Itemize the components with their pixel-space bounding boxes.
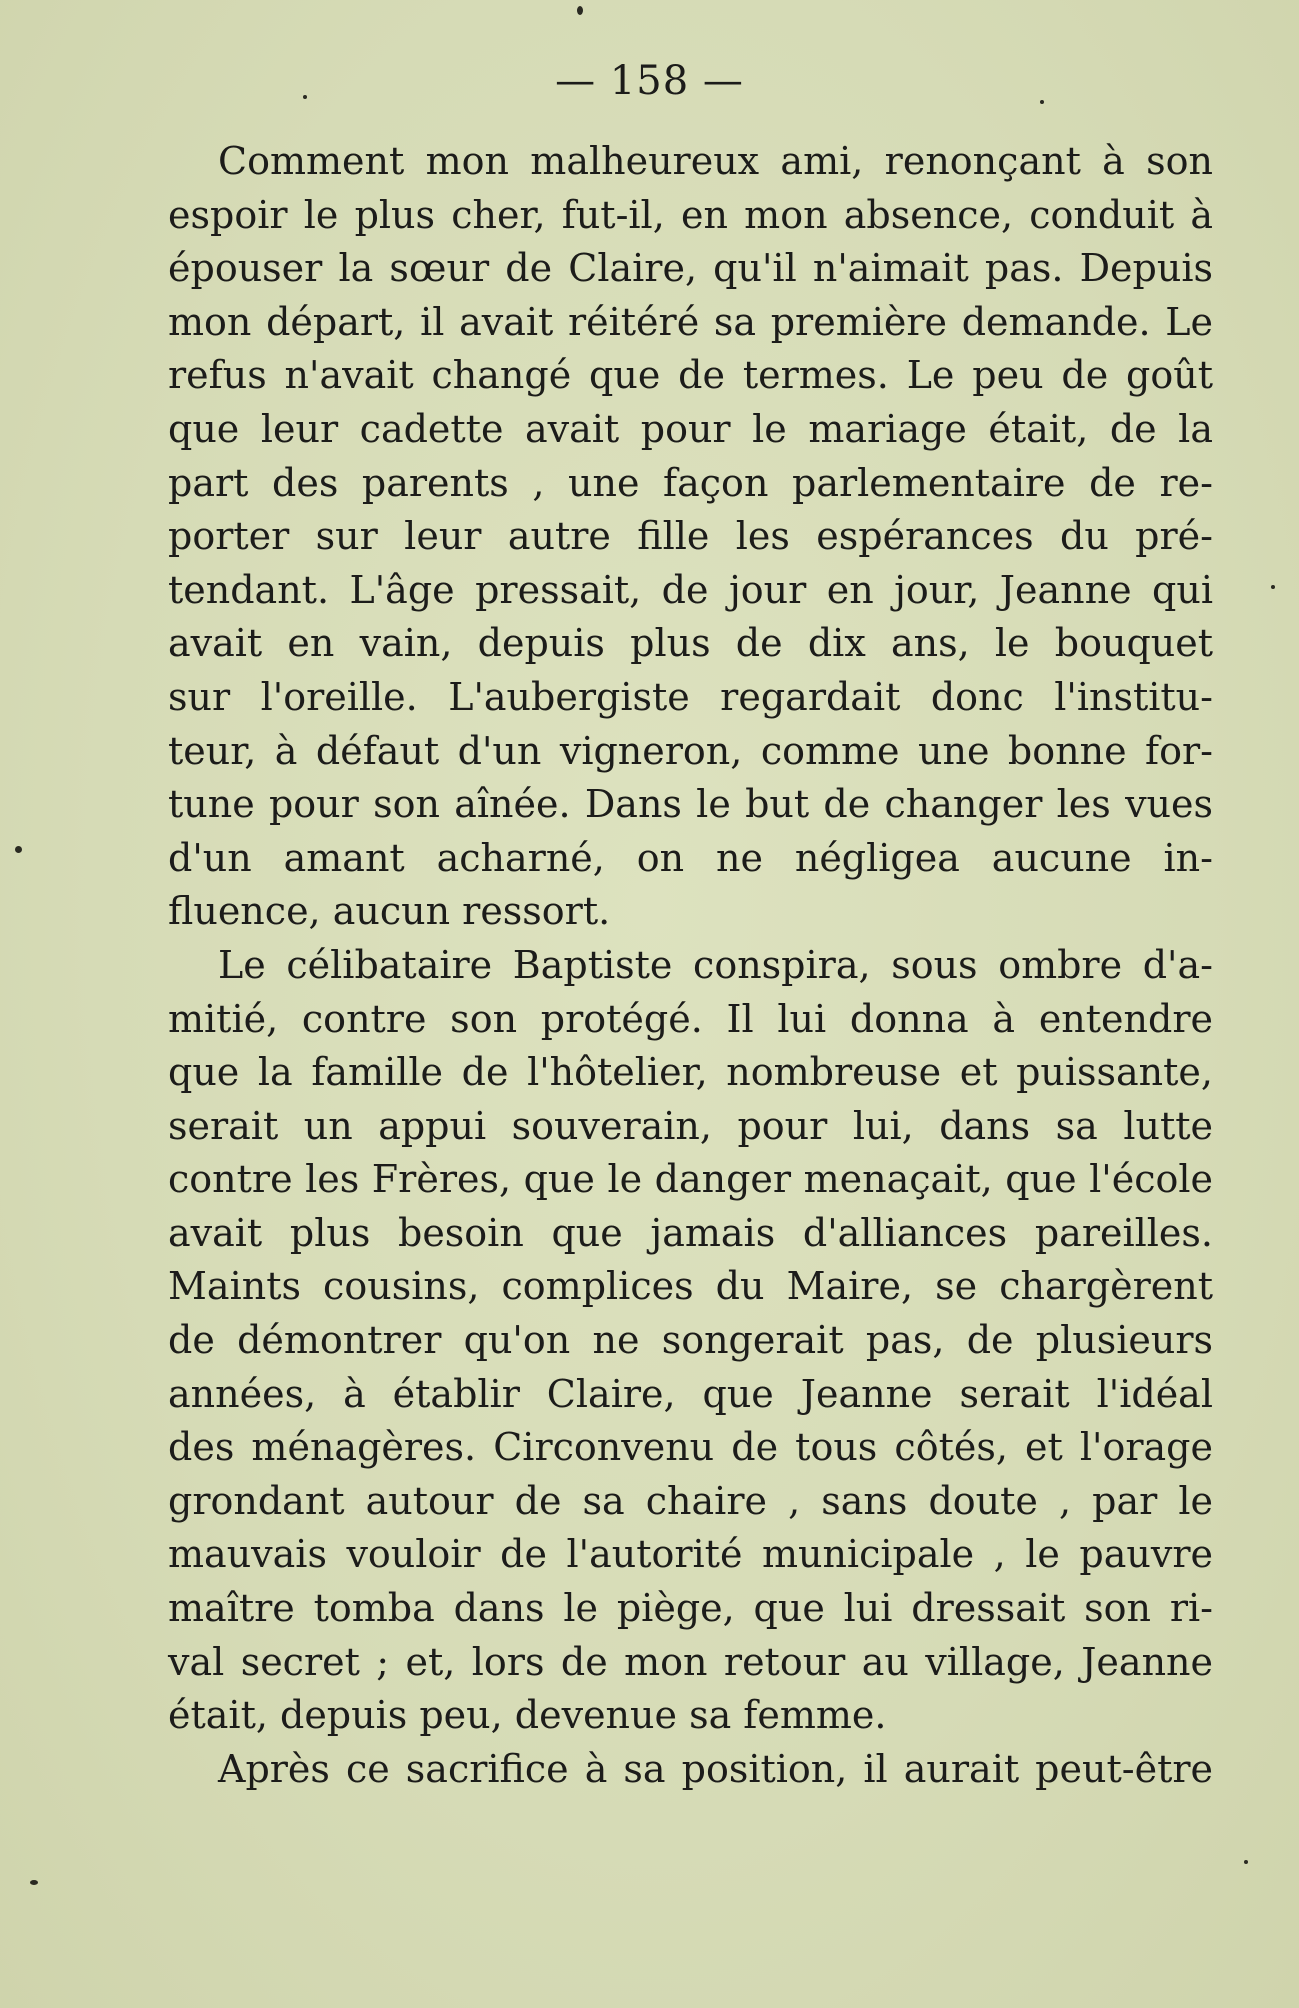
ink-speck bbox=[15, 846, 22, 853]
text-line: Maints cousins, complices du Maire, se chargèrent bbox=[168, 1264, 1213, 1309]
text-line: part des parents , une façon parlementaire de re- bbox=[168, 460, 1213, 505]
ink-speck bbox=[303, 95, 307, 99]
text-line: années, à établir Claire, que Jeanne serait l'idéal bbox=[168, 1371, 1213, 1416]
text-line: contre les Frères, que le danger menaçait, que l'école bbox=[168, 1157, 1213, 1202]
text-line: espoir le plus cher, fut-il, en mon absence, conduit à bbox=[168, 192, 1213, 237]
text-line: épouser la sœur de Claire, qu'il n'aimait pas. Depuis bbox=[168, 246, 1213, 291]
text-line: sur l'oreille. L'aubergiste regardait donc l'institu- bbox=[168, 674, 1213, 719]
text-line: fluence, aucun ressort. bbox=[168, 889, 611, 934]
text-line: était, depuis peu, devenue sa femme. bbox=[168, 1693, 887, 1738]
text-line: tune pour son aînée. Dans le but de changer les vues bbox=[168, 782, 1213, 827]
text-line: refus n'avait changé que de termes. Le peu de goût bbox=[168, 353, 1213, 398]
ink-speck bbox=[577, 6, 583, 15]
text-line: val secret ; et, lors de mon retour au village, Jeanne bbox=[168, 1639, 1213, 1684]
ink-speck bbox=[30, 1880, 38, 1885]
text-line: d'un amant acharné, on ne négligea aucune in- bbox=[168, 835, 1213, 880]
text-line: teur, à défaut d'un vigneron, comme une bonne for- bbox=[168, 728, 1213, 773]
text-line: mon départ, il avait réitéré sa première demande. Le bbox=[168, 299, 1213, 344]
text-line: des ménagères. Circonvenu de tous côtés, et l'orage bbox=[168, 1425, 1213, 1470]
ink-speck bbox=[1040, 100, 1044, 104]
text-line: de démontrer qu'on ne songerait pas, de plusieurs bbox=[168, 1318, 1213, 1363]
text-line: Après ce sacrifice à sa position, il aurait peut-être bbox=[218, 1746, 1213, 1791]
ink-speck bbox=[1244, 1860, 1248, 1864]
text-line: Le célibataire Baptiste conspira, sous ombre d'a- bbox=[218, 942, 1213, 987]
text-line: avait plus besoin que jamais d'alliances pareilles. bbox=[168, 1210, 1213, 1255]
text-line: porter sur leur autre fille les espérances du pré- bbox=[168, 514, 1213, 559]
text-line: avait en vain, depuis plus de dix ans, le bouquet bbox=[168, 621, 1213, 666]
page-number: — 158 — bbox=[555, 58, 744, 104]
text-line: mitié, contre son protégé. Il lui donna à entendre bbox=[168, 996, 1213, 1041]
text-line: que leur cadette avait pour le mariage était, de la bbox=[168, 406, 1213, 451]
text-line: Comment mon malheureux ami, renonçant à son bbox=[218, 139, 1213, 183]
text-line: mauvais vouloir de l'autorité municipale , le pauvre bbox=[168, 1532, 1213, 1577]
ink-speck bbox=[1271, 585, 1275, 589]
body-text bbox=[168, 135, 1213, 1796]
text-line: grondant autour de sa chaire , sans doute , par le bbox=[168, 1478, 1213, 1523]
text-line: tendant. L'âge pressait, de jour en jour, Jeanne qui bbox=[168, 567, 1213, 612]
text-line: serait un appui souverain, pour lui, dans sa lutte bbox=[168, 1103, 1213, 1148]
text-line: maître tomba dans le piège, que lui dressait son ri- bbox=[168, 1586, 1213, 1631]
text-line: que la famille de l'hôtelier, nombreuse et puissante, bbox=[168, 1050, 1213, 1095]
